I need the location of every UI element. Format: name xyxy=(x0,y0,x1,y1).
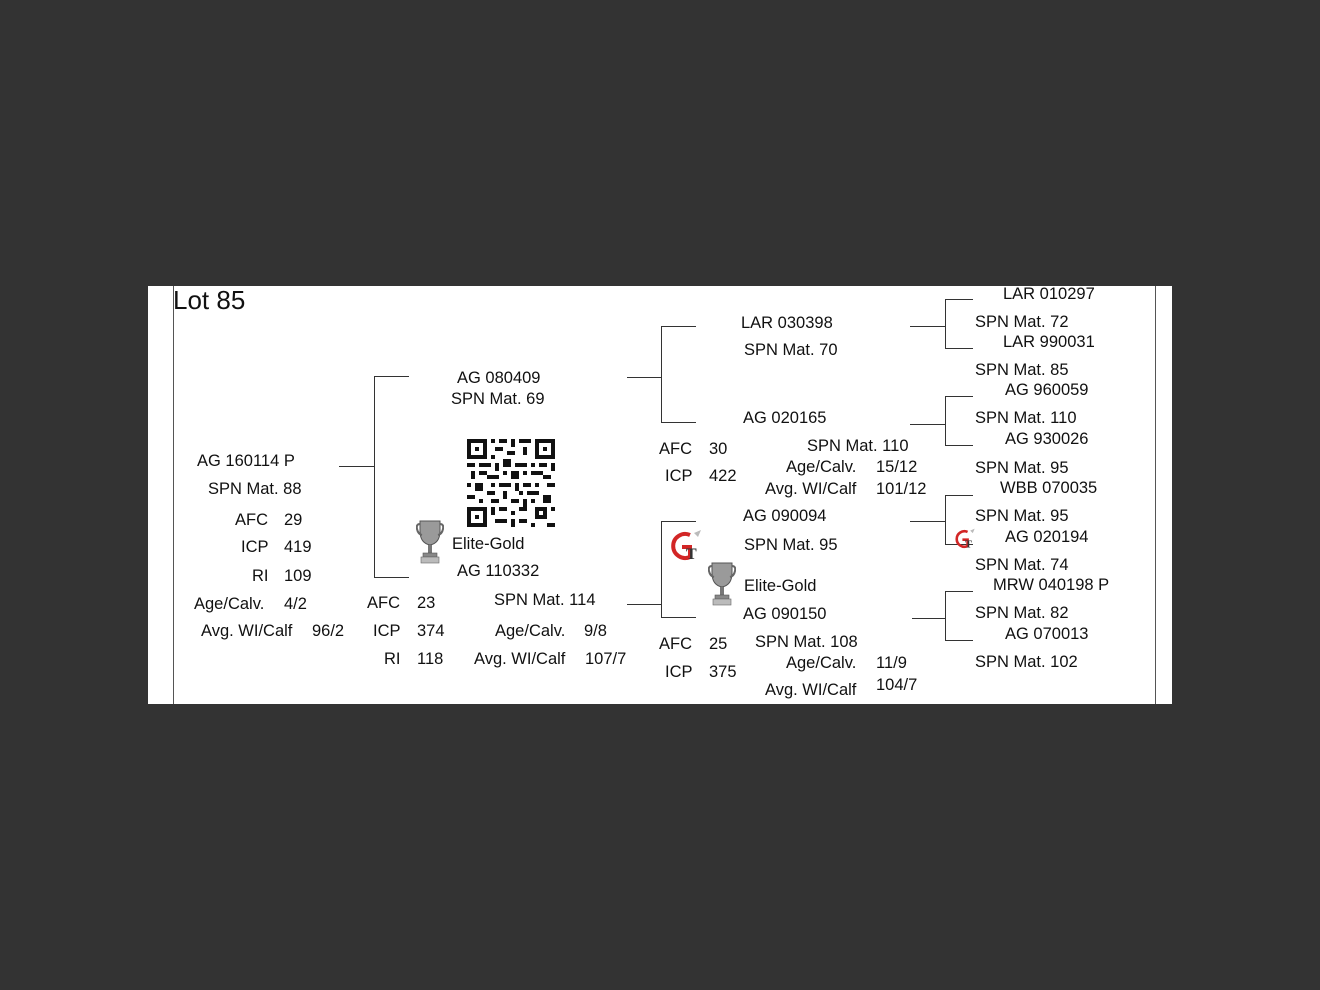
right-border xyxy=(1155,286,1156,704)
lot-title: Lot 85 xyxy=(173,286,246,315)
dd-icp-label: ICP xyxy=(665,663,693,681)
sdd-connector xyxy=(945,445,973,446)
sd-to-bracket xyxy=(910,424,945,425)
sd-spn: SPN Mat. 110 xyxy=(807,437,909,455)
dam-afc-label: AFC xyxy=(367,594,400,612)
dd-avgwi-label: Avg. WI/Calf xyxy=(765,681,857,699)
subject-connector xyxy=(339,466,374,467)
sds-id: AG 960059 xyxy=(1005,381,1089,399)
subject-agecalv-label: Age/Calv. xyxy=(194,595,265,613)
svg-text:T: T xyxy=(686,546,697,563)
subject-afc-label: AFC xyxy=(235,511,268,529)
dam-avgwi-value: 107/7 xyxy=(585,650,627,668)
svg-text:T: T xyxy=(965,539,972,550)
gt-logo-icon xyxy=(953,528,977,550)
subject-avgwi-value: 96/2 xyxy=(312,622,345,640)
dss-id: WBB 070035 xyxy=(1000,479,1098,497)
sd-avgwi-value: 101/12 xyxy=(876,480,927,498)
dam-avgwi-label: Avg. WI/Calf xyxy=(474,650,566,668)
sds-spn: SPN Mat. 110 xyxy=(975,409,1077,427)
sd-icp-label: ICP xyxy=(665,467,693,485)
sss-connector xyxy=(945,299,973,300)
sss-spn: SPN Mat. 72 xyxy=(975,313,1069,331)
dd-agecalv-label: Age/Calv. xyxy=(786,654,857,672)
dds-connector xyxy=(945,591,973,592)
sire-spn: SPN Mat. 69 xyxy=(451,390,545,408)
dd-avgwi-value: 104/7 xyxy=(876,676,918,694)
dd-icp-value: 375 xyxy=(709,663,737,681)
dam-badge: Elite-Gold xyxy=(452,535,525,553)
subject-id: AG 160114 P xyxy=(197,452,295,470)
dds-id: MRW 040198 P xyxy=(993,576,1110,594)
sd-avgwi-label: Avg. WI/Calf xyxy=(765,480,857,498)
dss-connector xyxy=(945,495,973,496)
dsd-spn: SPN Mat. 74 xyxy=(975,556,1069,574)
sd-connector xyxy=(661,422,696,423)
dam-id: AG 110332 xyxy=(457,562,540,580)
dam-agecalv-label: Age/Calv. xyxy=(495,622,566,640)
subject-icp-value: 419 xyxy=(284,538,312,556)
ds-spn: SPN Mat. 95 xyxy=(744,536,838,554)
sire-to-bracket xyxy=(627,377,661,378)
subject-agecalv-value: 4/2 xyxy=(284,595,307,613)
subject-icp-label: ICP xyxy=(241,538,269,556)
sd-afc-value: 30 xyxy=(709,440,728,458)
ds-to-bracket xyxy=(910,521,945,522)
dd-afc-label: AFC xyxy=(659,635,692,653)
dam-bracket xyxy=(661,521,662,618)
ds-id: AG 090094 xyxy=(743,507,827,525)
subject-ri-value: 109 xyxy=(284,567,312,585)
sdd-spn: SPN Mat. 95 xyxy=(975,459,1069,477)
dam-to-bracket xyxy=(627,604,661,605)
ss-id: LAR 030398 xyxy=(741,314,833,332)
dd-badge: Elite-Gold xyxy=(744,577,817,595)
dam-spn: SPN Mat. 114 xyxy=(494,591,596,609)
dds-spn: SPN Mat. 82 xyxy=(975,604,1069,622)
dd-connector xyxy=(661,617,696,618)
ddd-connector xyxy=(945,640,973,641)
dam-ri-label: RI xyxy=(384,650,401,668)
dam-icp-label: ICP xyxy=(373,622,401,640)
sd-agecalv-value: 15/12 xyxy=(876,458,918,476)
sd-bracket xyxy=(945,396,946,446)
ddd-spn: SPN Mat. 102 xyxy=(975,653,1078,671)
dsd-id: AG 020194 xyxy=(1005,528,1089,546)
sd-afc-label: AFC xyxy=(659,440,692,458)
sire-id: AG 080409 xyxy=(457,369,541,387)
left-border xyxy=(173,286,174,704)
trophy-icon xyxy=(708,561,736,607)
trophy-icon xyxy=(416,519,444,565)
dss-spn: SPN Mat. 95 xyxy=(975,507,1069,525)
sd-agecalv-label: Age/Calv. xyxy=(786,458,857,476)
dam-afc-value: 23 xyxy=(417,594,436,612)
dd-spn: SPN Mat. 108 xyxy=(755,633,858,651)
ss-connector xyxy=(661,326,696,327)
sd-id: AG 020165 xyxy=(743,409,827,427)
sdd-id: AG 930026 xyxy=(1005,430,1089,448)
ssd-connector xyxy=(945,348,973,349)
sss-id: LAR 010297 xyxy=(1003,286,1095,303)
ssd-spn: SPN Mat. 85 xyxy=(975,361,1069,379)
dd-afc-value: 25 xyxy=(709,635,728,653)
sire-bracket xyxy=(661,326,662,423)
ds-bracket xyxy=(945,495,946,545)
ss-to-bracket xyxy=(910,326,945,327)
subject-ri-label: RI xyxy=(252,567,269,585)
subject-avgwi-label: Avg. WI/Calf xyxy=(201,622,293,640)
dam-agecalv-value: 9/8 xyxy=(584,622,607,640)
ssd-id: LAR 990031 xyxy=(1003,333,1095,351)
ds-connector xyxy=(661,521,696,522)
dam-connector xyxy=(374,577,409,578)
ss-bracket xyxy=(945,299,946,349)
subject-afc-value: 29 xyxy=(284,511,303,529)
dam-ri-value: 118 xyxy=(417,650,444,668)
sds-connector xyxy=(945,396,973,397)
pedigree-card xyxy=(148,286,1172,704)
sd-icp-value: 422 xyxy=(709,467,737,485)
gt-logo-icon xyxy=(668,529,704,563)
gen1-bracket xyxy=(374,376,375,578)
ss-spn: SPN Mat. 70 xyxy=(744,341,838,359)
subject-spn: SPN Mat. 88 xyxy=(208,480,302,498)
qr-code-icon xyxy=(467,439,555,527)
dd-bracket xyxy=(945,591,946,641)
sire-connector xyxy=(374,376,409,377)
dd-id: AG 090150 xyxy=(743,605,827,623)
dd-to-bracket xyxy=(912,618,945,619)
dam-icp-value: 374 xyxy=(417,622,445,640)
dd-agecalv-value: 11/9 xyxy=(876,654,907,672)
ddd-id: AG 070013 xyxy=(1005,625,1089,643)
